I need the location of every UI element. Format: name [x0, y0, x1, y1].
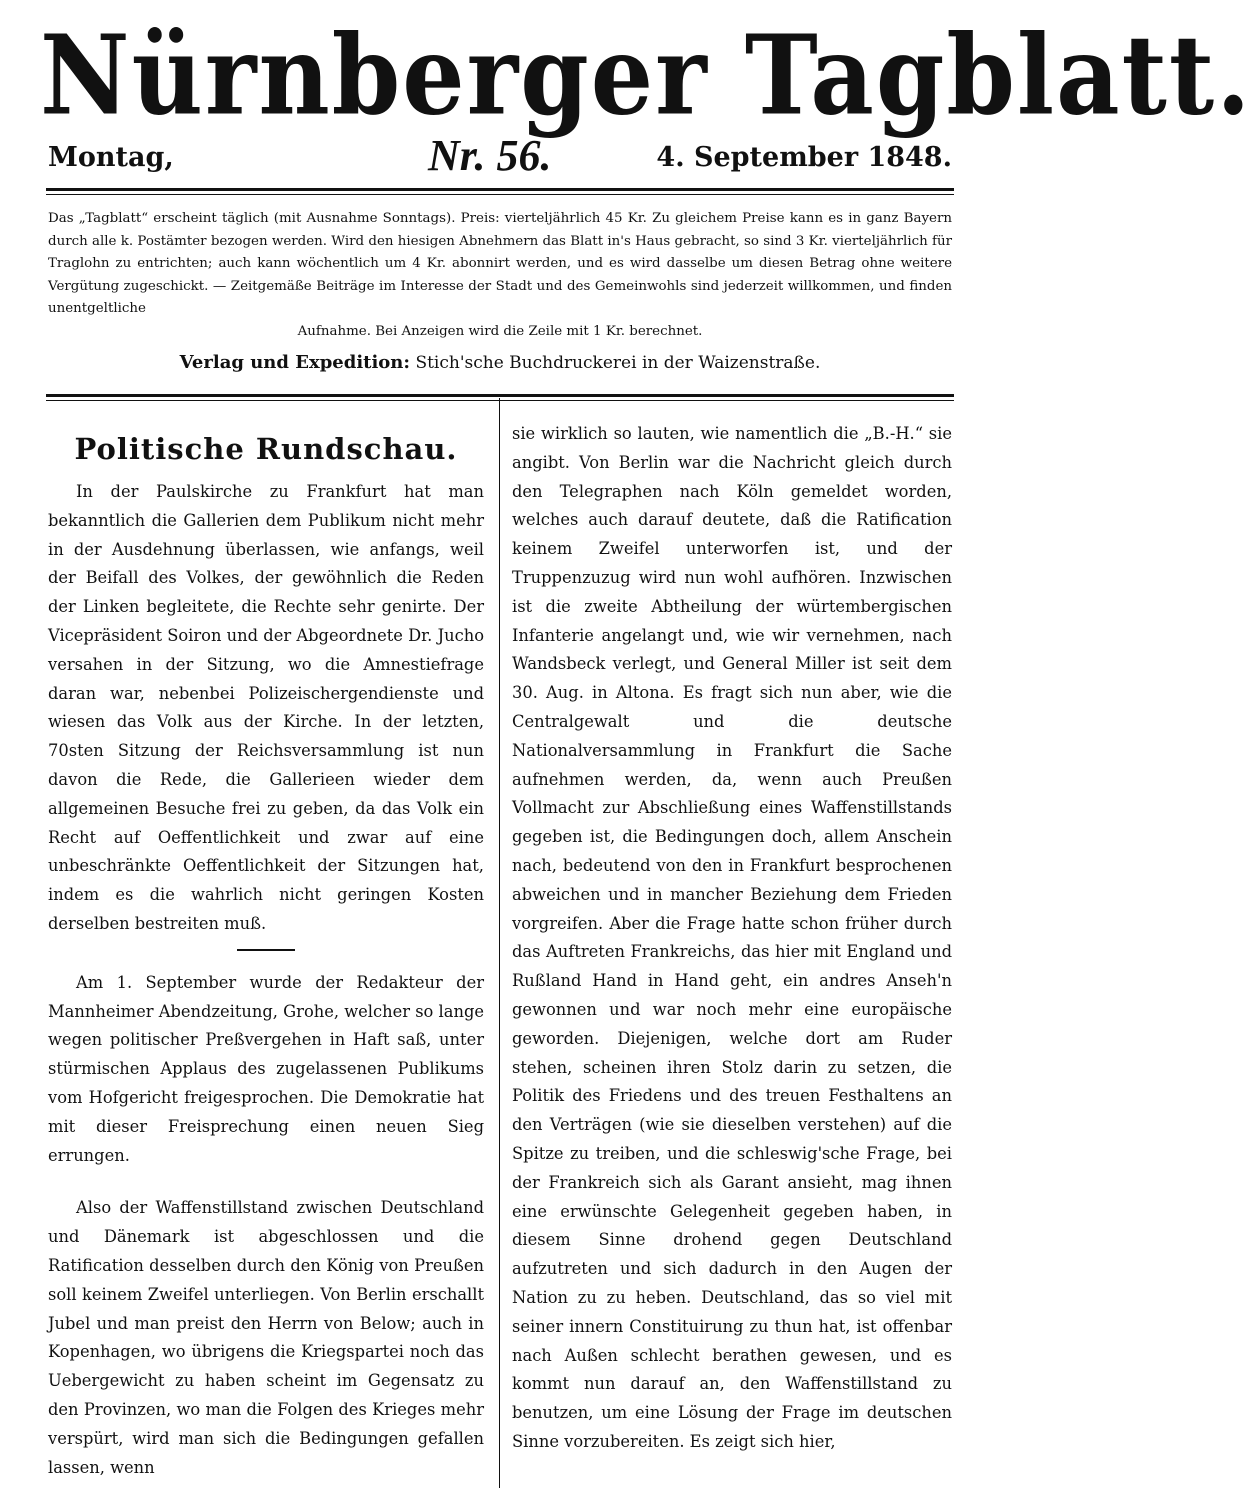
paragraph-gap: [48, 1170, 484, 1194]
header-rule: [46, 188, 954, 195]
issue-day: Montag,: [48, 142, 174, 173]
article-separator: [237, 949, 295, 951]
subscription-notice: [48, 208, 952, 344]
publisher-line: [48, 352, 952, 373]
publisher-label: Verlag und Expedition:: [179, 352, 411, 373]
notice-text: Das „Tagblatt“ erscheint täglich (mit Ausnahme Sonntags). Preis: vierteljährlich 45 Kr. Zu gleichem Preise kann es in ganz Bayern durch alle k. Postämter bezogen werden. Wird den hiesigen Abnehmern das Blatt in's Haus gebracht, so sind 3 Kr. vierteljährlich für Traglohn zu entrichten; auch kann wöchentlich um 4 Kr. abonnirt werden, und es wird dasselbe um diesen Betrag ohne weitere Vergütung zugeschickt. — Zeitgemäße Beiträge im Interesse der Stadt und des Gemeinwohls sind jederzeit willkommen, und finden unentgeltliche: [48, 211, 952, 317]
issue-date: 4. September 1848.: [656, 142, 952, 173]
article-paragraph: In der Paulskirche zu Frankfurt hat man bekanntlich die Gallerien dem Publikum nicht mehr in der Ausdehnung überlassen, wie anfangs, weil der Beifall des Volkes, der gewöhnlich die Reden der Linken begleitete, die Rechte sehr genirte. Der Vicepräsident Soiron und der Abgeordnete Dr. Jucho versahen in der Sitzung, wo die Amnestiefrage daran war, nebenbei Polizeischergendienste und wiesen das Volk aus der Kirche. In der letzten, 70sten Sitzung der Reichsversammlung ist nun davon die Rede, die Gallerieen wieder dem allgemeinen Besuche frei zu geben, da das Volk ein Recht auf Oeffentlichkeit und zwar auf eine unbeschränkte Oeffentlichkeit der Sitzungen hat, indem es die wahrlich nicht geringen Kosten derselben bestreiten muß.: [48, 482, 484, 933]
issue-line: [48, 130, 952, 186]
left-column: [48, 426, 484, 1482]
issue-number: Nr. 56.: [428, 131, 552, 180]
column-divider: [499, 398, 500, 1488]
publisher-text: Stich'sche Buchdruckerei in der Waizenstraße.: [415, 353, 821, 373]
article-paragraph: Am 1. September wurde der Redakteur der Mannheimer Abendzeitung, Grohe, welcher so lange wegen politischer Preßvergehen in Haft saß, unter stürmischen Applaus des zugelassenen Publikums vom Hofgericht freigesprochen. Die Demokratie hat mit dieser Freisprechung einen neuen Sieg errungen.: [48, 972, 484, 1165]
article-paragraph: Also der Waffenstillstand zwischen Deutschland und Dänemark ist abgeschlossen und die Ratification desselben durch den König von Preußen soll keinem Zweifel unterliegen. Von Berlin erschallt Jubel und man preist den Herrn von Below; auch in Kopenhagen, wo übrigens die Kriegspartei noch das Uebergewicht zu haben scheint im Gegensatz zu den Provinzen, wo man die Folgen des Krieges mehr verspürt, wird man sich die Bedingungen gefallen lassen, wenn: [48, 1198, 484, 1477]
right-column: [512, 420, 952, 1457]
section-title: Politische Rundschau.: [74, 432, 458, 466]
notice-last-line: Aufnahme. Bei Anzeigen wird die Zeile mit 1 Kr. berechnet.: [297, 323, 703, 339]
masthead-title: Nürnberger Tagblatt.: [40, 11, 1252, 141]
publisher-rule: [46, 394, 954, 401]
article-paragraph: sie wirklich so lauten, wie namentlich die „B.-H.“ sie angibt. Von Berlin war die Nachricht gleich durch den Telegraphen nach Köln gemeldet worden, welches auch darauf deutete, daß die Ratification keinem Zweifel unterworfen ist, und der Truppenzuzug wird nun wohl aufhören. Inzwischen ist die zweite Abtheilung der würtembergischen Infanterie angelangt und, wie wir vernehmen, nach Wandsbeck verlegt, und General Miller ist seit dem 30. Aug. in Altona. Es fragt sich nun aber, wie die Centralgewalt und die deutsche Nationalversammlung in Frankfurt die Sache aufnehmen werden, da, wenn auch Preußen Vollmacht zur Abschließung eines Waffenstillstands gegeben ist, die Bedingungen doch, allem Anschein nach, bedeutend von den in Frankfurt besprochenen abweichen und in mancher Beziehung dem Frieden vorgreifen. Aber die Frage hatte schon früher durch das Auftreten Frankreichs, das hier mit England und Rußland Hand in Hand geht, ein andres Anseh'n gewonnen und war noch mehr eine europäische geworden. Diejenigen, welche dort am Ruder stehen, scheinen ihren Stolz darin zu setzen, die Politik des Friedens und des treuen Festhaltens an den Verträgen (wie sie dieselben verstehen) auf die Spitze zu treiben, und die schleswig'sche Frage, bei der Frankreich sich als Garant ansieht, mag ihnen eine erwünschte Gelegenheit gegeben haben, in diesem Sinne drohend gegen Deutschland aufzutreten und sich dadurch in den Augen der Nation zu zu heben. Deutschland, das so viel mit seiner innern Constituirung zu thun hat, ist offenbar nach Außen schlecht berathen gewesen, und es kommt nun darauf an, den Waffenstillstand zu benutzen, um eine Lösung der Frage im deutschen Sinne vorzubereiten. Es zeigt sich hier,: [512, 424, 952, 1451]
